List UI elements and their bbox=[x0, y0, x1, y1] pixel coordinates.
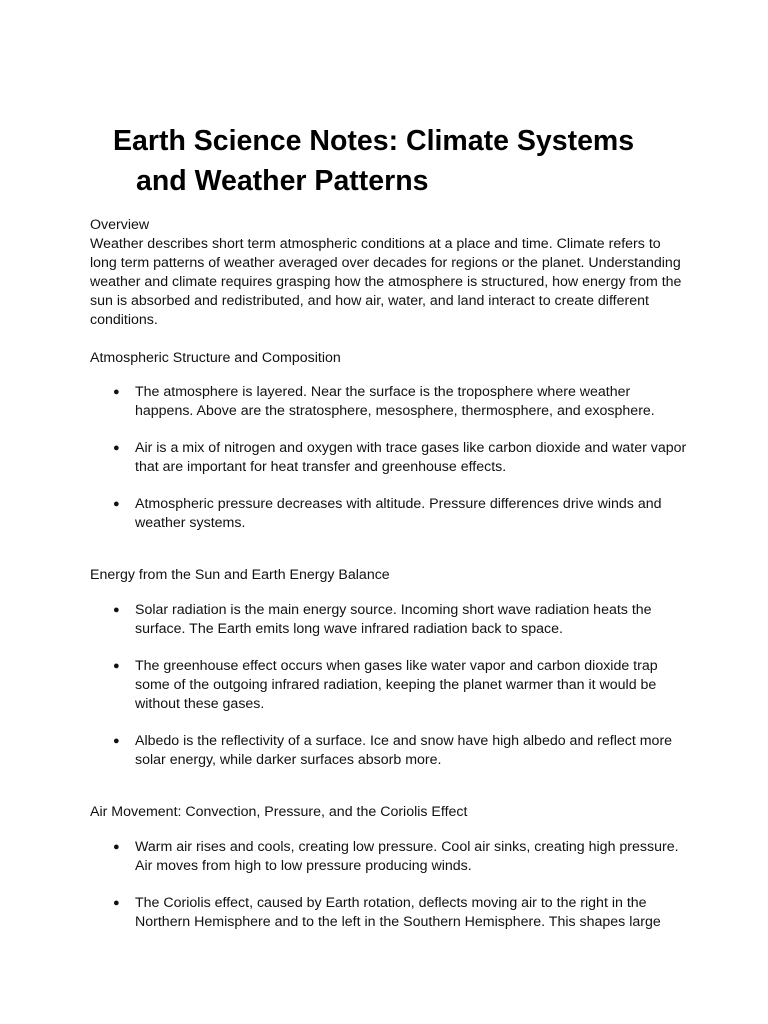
list-item bbox=[90, 894, 690, 932]
title-line-2: and Weather Patterns bbox=[136, 165, 429, 197]
bullet-icon: ● bbox=[113, 841, 120, 853]
overview-heading: Overview bbox=[90, 217, 150, 233]
list-item-text: The greenhouse effect occurs when gases like water vapor and carbon dioxide trap some of the outgoing infrared radiation, keeping the planet warmer than it would be without these gases. bbox=[135, 658, 658, 712]
list-item bbox=[90, 383, 690, 421]
list-item bbox=[90, 657, 690, 714]
list-item-text: The Coriolis effect, caused by Earth rotation, deflects moving air to the right in the Northern Hemisphere and to the left in the Southern Hemisphere. This shapes large bbox=[135, 895, 661, 930]
bullet-list-energy-balance bbox=[90, 601, 690, 770]
list-item-text: Atmospheric pressure decreases with altitude. Pressure differences drive winds and weather systems. bbox=[135, 496, 662, 531]
list-item-text: Air is a mix of nitrogen and oxygen with trace gases like carbon dioxide and water vapor that are important for heat transfer and greenhouse effects. bbox=[135, 440, 687, 475]
section-heading-atmospheric-structure: Atmospheric Structure and Composition bbox=[90, 350, 341, 366]
section-heading-air-movement: Air Movement: Convection, Pressure, and the Coriolis Effect bbox=[90, 804, 468, 820]
list-item bbox=[90, 439, 690, 477]
bullet-icon: ● bbox=[113, 386, 120, 398]
bullet-icon: ● bbox=[113, 660, 120, 672]
bullet-icon: ● bbox=[113, 735, 120, 747]
document-title bbox=[113, 121, 713, 201]
bullet-list-atmospheric-structure bbox=[90, 383, 690, 533]
list-item-text: Solar radiation is the main energy source. Incoming short wave radiation heats the surface. The Earth emits long wave infrared radiation back to space. bbox=[135, 602, 652, 637]
section-heading-energy-balance: Energy from the Sun and Earth Energy Balance bbox=[90, 567, 390, 583]
list-item bbox=[90, 601, 690, 639]
list-item bbox=[90, 495, 690, 533]
bullet-icon: ● bbox=[113, 498, 120, 510]
list-item-text: Albedo is the reflectivity of a surface. Ice and snow have high albedo and reflect more solar energy, while darker surfaces absorb more. bbox=[135, 733, 673, 768]
title-line-1: Earth Science Notes: Climate Systems bbox=[113, 125, 635, 157]
document-body bbox=[90, 216, 690, 932]
list-item bbox=[90, 732, 690, 770]
bullet-list-air-movement bbox=[90, 838, 690, 932]
list-item-text: Warm air rises and cools, creating low pressure. Cool air sinks, creating high pressure. Air moves from high to low pressure producing winds. bbox=[135, 839, 679, 874]
bullet-icon: ● bbox=[113, 442, 120, 454]
bullet-icon: ● bbox=[113, 604, 120, 616]
overview-paragraph: Weather describes short term atmospheric conditions at a place and time. Climate refers to long term patterns of weather averaged over decades for regions or the planet. Understanding weather and climate requires grasping how the atmosphere is structured, how energy from the sun is absorbed and redistributed, and how air, water, and land interact to create different conditions. bbox=[90, 236, 682, 328]
bullet-icon: ● bbox=[113, 897, 120, 909]
list-item-text: The atmosphere is layered. Near the surface is the troposphere where weather happens. Above are the stratosphere, mesosphere, thermosphere, and exosphere. bbox=[135, 384, 655, 419]
list-item bbox=[90, 838, 690, 876]
